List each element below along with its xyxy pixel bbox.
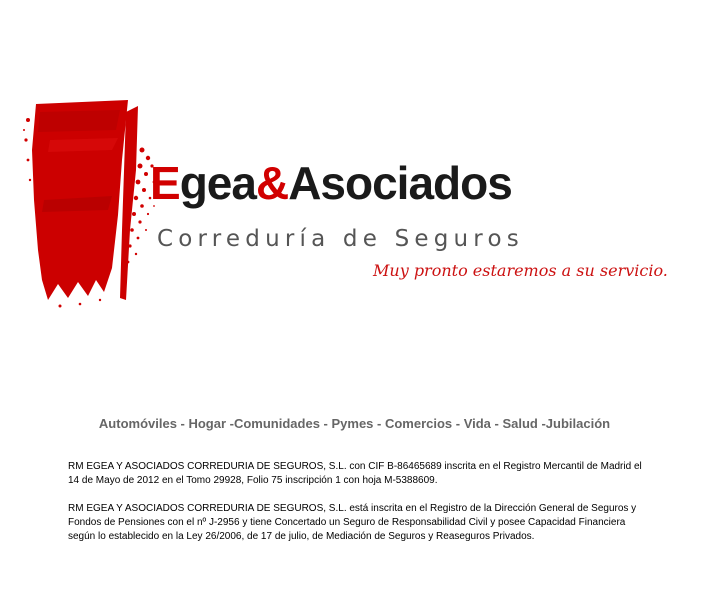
- brand-letter-e: E: [150, 157, 180, 209]
- tagline: Muy pronto estaremos a su servicio.: [373, 261, 668, 280]
- brand-name-part2: Asociados: [288, 157, 512, 209]
- brand-name: [150, 157, 512, 209]
- legal-text-insurance: RM EGEA Y ASOCIADOS CORREDURIA DE SEGUROS, S.L. está inscrita en el Registro de la Dirección General de Seguros y Fondos de Pensiones con el nº J-2956 y tiene Concertado un Seguro de Responsabilidad Civil y posee Capacidad Financiera según lo establecido en la Ley 26/2006, de 17 de julio, de Mediación de Seguros y Reaseguros Privados.: [68, 503, 637, 542]
- brand-ampersand: &: [255, 157, 289, 209]
- services-list: Automóviles - Hogar -Comunidades - Pymes - Comercios - Vida - Salud -Jubilación: [98, 416, 611, 431]
- legal-text-registry: RM EGEA Y ASOCIADOS CORREDURIA DE SEGUROS, S.L. con CIF B-86465689 inscrita en el Registro Mercantil de Madrid el 14 de Mayo de 2012 en el Tomo 29928, Folio 75 inscripción 1 con hoja M-5388609.: [68, 461, 642, 486]
- brand-name-part1: gea: [179, 157, 256, 209]
- brand-subtitle: Correduría de Seguros: [157, 226, 524, 252]
